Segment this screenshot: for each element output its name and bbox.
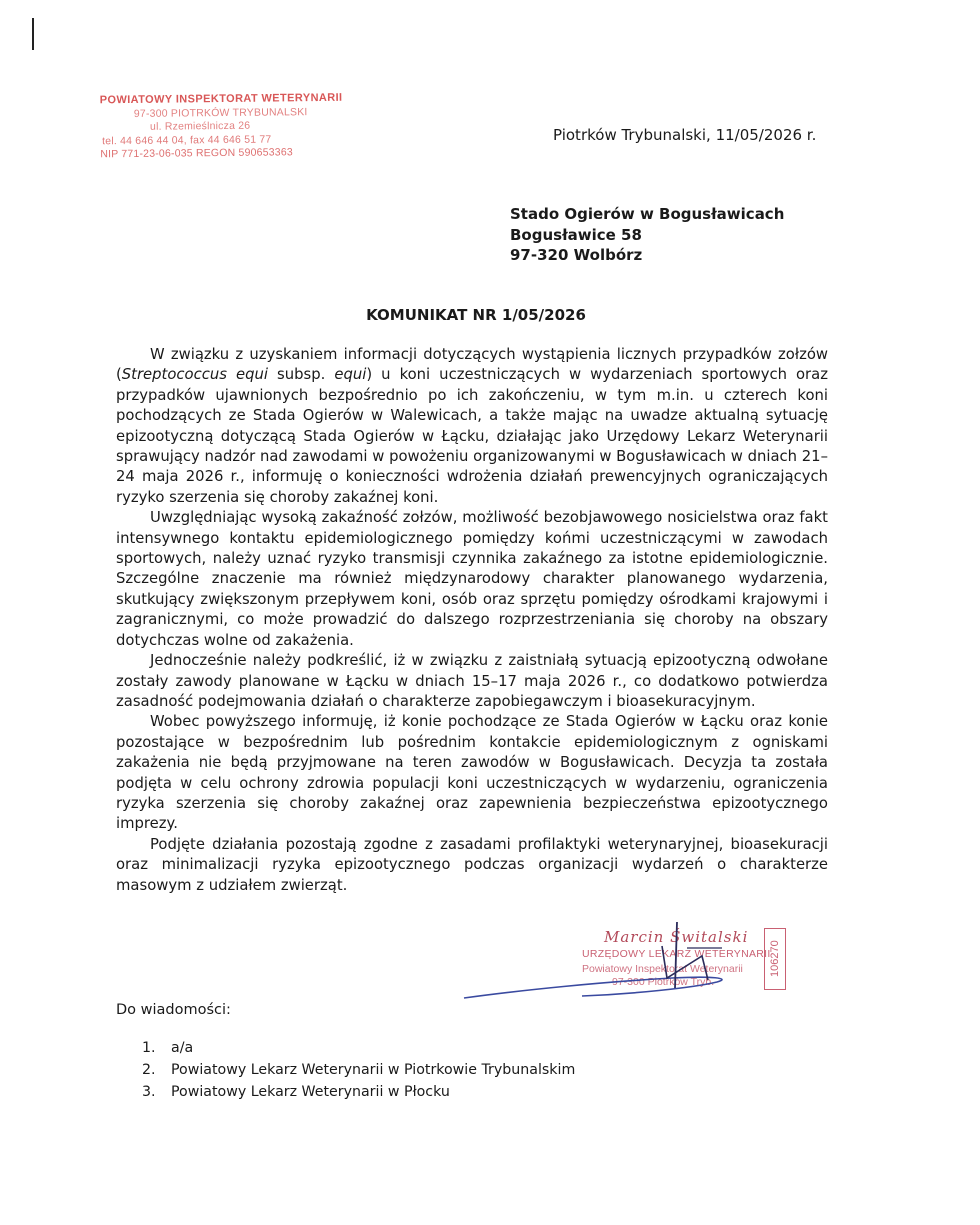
stamp-number: 106270: [764, 928, 786, 990]
header-stamp-line: 97-300 PIOTRKÓW TRYBUNALSKI: [133, 105, 308, 120]
list-item-text: a/a: [171, 1040, 194, 1056]
paragraph-1-text: subsp.: [267, 366, 335, 384]
addressee-name: Stado Ogierów w Bogusławicach: [510, 205, 785, 223]
addressee-block: [510, 204, 784, 266]
document-body: [116, 345, 828, 896]
cc-list: [142, 1037, 575, 1103]
signature-stamp: [462, 918, 802, 1018]
list-item-text: Powiatowy Lekarz Weterynarii w Piotrkowie Trybunalskim: [171, 1062, 576, 1078]
addressee-city: 97-320 Wolbórz: [510, 246, 643, 264]
paragraph-1-text: ) u koni uczestniczących w wydarzeniach sportowych oraz przypadków ujawnionych bezpośrednio po ich zakończeniu, w tym m.in. u czterech koni pochodzących ze Stada Ogierów w Walewicach, a także mając na uwadze aktualną sytuację epizootyczną dotyczącą Stada Ogierów w Łącku, działając jako Urzędowy Lekarz Weterynarii sprawujący nadzór nad zawodami w powożeniu organizowanymi w Bogusławicach w dniach 21–24 maja 2026 r., informuję o konieczności wdrożenia działań prewencyjnych ograniczających ryzyko szerzenia się choroby zakaźnej koni.: [116, 366, 828, 506]
paragraph-2: Uwzględniając wysoką zakaźność zołzów, możliwość bezobjawowego nosicielstwa oraz fakt intensywnego kontaktu epidemiologicznego pomiędzy końmi uczestniczącymi w zawodach sportowych, należy uznać ryzyko transmisji czynnika zakaźnego za istotne epidemiologicznie. Szczególne znaczenie ma również międzynarodowy charakter planowanego wydarzenia, skutkujący zwiększonym przepływem koni, osób oraz sprzętu pomiędzy ośrodkami krajowymi i zagranicznymi, co może prowadzić do dalszego rozprzestrzeniania się choroby na obszary dotychczas wolne od zakażenia.: [116, 509, 828, 649]
signatory-name: Marcin Świtalski: [604, 928, 749, 946]
addressee-street: Bogusławice 58: [510, 225, 642, 244]
list-item-text: Powiatowy Lekarz Weterynarii w Płocku: [171, 1084, 450, 1100]
header-stamp-line: ul. Rzemieślnicza 26: [149, 119, 251, 133]
paragraph-4: Wobec powyższego informuję, iż konie pochodzące ze Stada Ogierów w Łącku oraz konie pozostające w bezpośrednim lub pośrednim kontakcie epidemiologicznym z ogniskami zakażenia nie będą przyjmowane na teren zawodów w Bogusławicach. Decyzja ta została podjęta w celu ochrony zdrowia populacji koni uczestniczących w wydarzeniu, ograniczenia ryzyka szerzenia się choroby zakaźnej oraz zapewnienia bezpieczeństwa epizootycznego imprezy.: [116, 713, 828, 833]
header-stamp-line: POWIATOWY INSPEKTORAT WETERYNARII: [99, 91, 343, 107]
paragraph-1-text: W związku z uzyskaniem informacji dotyczących wystąpienia licznych przypadków zołzów (: [116, 346, 828, 384]
list-item: [142, 1037, 575, 1059]
signatory-role: URZĘDOWY LEKARZ WETERYNARII: [582, 948, 771, 960]
place-date: Piotrków Trybunalski, 11/05/2026 r.: [553, 126, 817, 144]
list-item-number: 2.: [142, 1062, 156, 1078]
species-name: Streptococcus equi: [121, 366, 268, 384]
paragraph-1: [116, 345, 828, 508]
list-item: [142, 1081, 575, 1103]
cc-heading: Do wiadomości:: [116, 1002, 231, 1018]
list-item: [142, 1059, 575, 1081]
handwritten-signature: [462, 918, 802, 1018]
signatory-institution: Powiatowy Inspektorat Weterynarii: [582, 963, 743, 975]
paragraph-5: Podjęte działania pozostają zgodne z zasadami profilaktyki weterynaryjnej, bioasekuracji oraz minimalizacji ryzyka epizootycznego podczas organizacji wydarzeń o charakterze masowym z udziałem zwierząt.: [116, 835, 828, 894]
document-title: KOMUNIKAT NR 1/05/2026: [366, 306, 586, 324]
header-stamp-line: tel. 44 646 44 04, fax 44 646 51 77: [102, 133, 272, 147]
paragraph-3: Jednocześnie należy podkreślić, iż w związku z zaistniałą sytuacją epizootyczną odwołane zostały zawody planowane w Łącku w dniach 15–17 maja 2026 r., co dodatkowo potwierdza zasadność podejmowania działań o charakterze zapobiegawczym i bioasekuracyjnym.: [116, 652, 828, 710]
signatory-address: 97-300 Piotrków Tryb.: [612, 976, 715, 988]
list-item-number: 1.: [142, 1040, 156, 1056]
scan-edge-mark: [32, 18, 34, 50]
header-stamp-line: NIP 771-23-06-035 REGON 590653363: [100, 146, 293, 161]
list-item-number: 3.: [142, 1084, 156, 1100]
header-stamp: [100, 92, 351, 162]
subspecies-name: equi: [334, 366, 367, 384]
